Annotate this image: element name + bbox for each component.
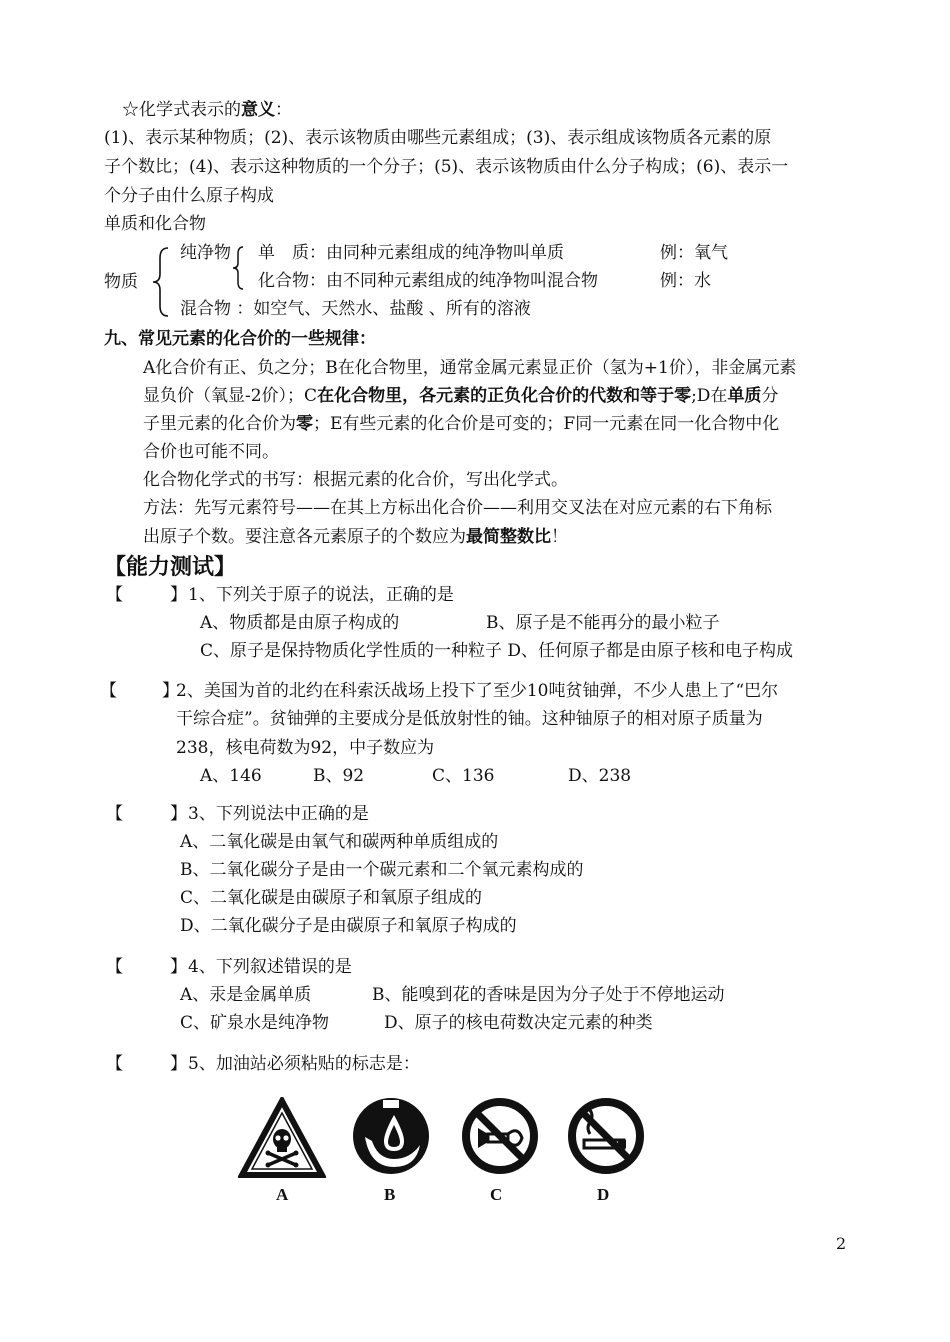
- q4-answer-blank[interactable]: [128, 956, 168, 978]
- q2-bracket-close: 】: [162, 681, 179, 701]
- q2-bracket-open: 【: [100, 681, 117, 701]
- valence-rule-2-bold2: 单质: [727, 386, 762, 406]
- q4-bracket-close: 】: [170, 957, 187, 977]
- q4-stem: 4、下列叙述错误的是: [188, 957, 352, 977]
- valence-rule-2: [143, 385, 778, 407]
- valence-rule-2-end: 分: [761, 386, 779, 406]
- water-drop-hand-icon: [350, 1093, 432, 1179]
- q4-option-a: A、汞是金属单质: [180, 985, 312, 1005]
- q3-option-d: D、二氧化碳分子是由碳原子和氧原子构成的: [180, 916, 517, 936]
- valence-rule-1: A化合价有正、负之分；B在化合物里，通常金属元素显正价（氢为+1价），非金属元素: [143, 358, 797, 378]
- q3-bracket-open: 【: [106, 804, 123, 824]
- q5-bracket-close: 】: [170, 1054, 187, 1074]
- meaning-line-1: (1)、表示某种物质；(2)、表示该物质由哪些元素组成；(3)、表示组成该物质各元素的原: [104, 128, 772, 148]
- q3-option-a: A、二氧化碳是由氧气和碳两种单质组成的: [180, 832, 499, 852]
- symbol-label-c: C: [490, 1185, 503, 1204]
- q4-bracket-open: 【: [106, 957, 123, 977]
- page-number: 2: [836, 1234, 847, 1253]
- q5-stem: 5、加油站必须粘贴的标志是：: [188, 1054, 420, 1074]
- q3-bracket-close: 】: [170, 804, 187, 824]
- q5-bracket-open: 【: [106, 1054, 123, 1074]
- q1-answer-blank[interactable]: [128, 584, 168, 606]
- classification-heading: 单质和化合物: [104, 214, 206, 234]
- valence-rule-3: [143, 413, 779, 435]
- q2-stem-3: 238，核电荷数为92，中子数应为: [176, 738, 435, 758]
- valence-rule-2-mid: ;D在: [691, 386, 728, 406]
- valence-heading: 九、常见元素的化合价的一些规律：: [104, 329, 376, 349]
- meaning-title-bold: 意义: [241, 100, 275, 120]
- valence-rule-4: 合价也可能不同。: [143, 442, 279, 462]
- element-definition: 单 质：由同种元素组成的纯净物叫单质: [258, 243, 564, 263]
- method-line-2: [143, 526, 568, 548]
- q1-stem: 1、下列关于原子的说法，正确的是: [188, 585, 454, 605]
- meaning-line-2: 子个数比；(4)、表示这种物质的一个分子；(5)、表示该物质由什么分子构成；(6)、表示一: [104, 157, 789, 177]
- meaning-title-suffix: ：: [275, 100, 292, 120]
- q3-option-b: B、二氧化碳分子是由一个碳元素和二个氧元素构成的: [180, 860, 584, 880]
- q2-stem-2: 干综合症”。贫铀弹的主要成分是低放射性的铀。这种铀原子的相对原子质量为: [176, 709, 763, 729]
- q2-stem-1: 2、美国为首的北约在科索沃战场上投下了至少10吨贫铀弹，不少人患上了“巴尔: [176, 681, 779, 701]
- symbol-label-d: D: [597, 1185, 610, 1204]
- method-line-2-end: ！: [551, 527, 568, 547]
- q4-option-d: D、原子的核电荷数决定元素的种类: [384, 1013, 653, 1033]
- compound-example: 例：水: [660, 271, 711, 291]
- meaning-line-3: 个分子由什么原子构成: [104, 186, 274, 206]
- formula-writing: 化合物化学式的书写：根据元素的化合价，写出化学式。: [143, 470, 568, 490]
- q1-bracket-close: 】: [170, 585, 187, 605]
- valence-rule-2-bold: 在化合物里，各元素的正负化合价的代数和等于零: [317, 386, 692, 406]
- q1-option-a: A、物质都是由原子构成的: [200, 613, 400, 633]
- method-line-2-bold: 最简整数比: [466, 527, 551, 547]
- method-line-1: 方法：先写元素符号——在其上方标出化合价——利用交叉法在对应元素的右下角标: [143, 498, 772, 518]
- test-heading: 【能力测试】: [104, 554, 237, 580]
- classification-root: 物质: [104, 272, 138, 292]
- element-example: 例：氧气: [660, 243, 728, 263]
- method-line-2-a: 出原子个数。要注意各元素原子的个数应为: [143, 527, 466, 547]
- valence-rule-2-a: 显负价（氧显-2价）；C: [143, 386, 318, 406]
- meaning-title: [122, 99, 292, 121]
- valence-rule-3-b: ；E有些元素的化合价是可变的；F同一元素在同一化合物中化: [313, 414, 780, 434]
- meaning-title-prefix: ☆化学式表示的: [122, 100, 241, 120]
- mixture-definition: 混合物 ：如空气、天然水、盐酸 、所有的溶液: [180, 299, 531, 319]
- q5-answer-blank[interactable]: [128, 1053, 168, 1075]
- q4-option-c: C、矿泉水是纯净物: [180, 1013, 330, 1033]
- q3-stem: 3、下列说法中正确的是: [188, 804, 369, 824]
- symbol-label-b: B: [384, 1185, 396, 1204]
- symbol-label-a: A: [276, 1185, 289, 1204]
- no-smoking-icon: [566, 1094, 646, 1178]
- q2-answer-blank[interactable]: [122, 680, 162, 702]
- valence-rule-3-bold: 零: [296, 414, 313, 434]
- compound-definition: 化合物：由不同种元素组成的纯净物叫混合物: [258, 271, 598, 291]
- q2-option-a: A、146: [200, 766, 262, 786]
- q1-option-cd: C、原子是保持物质化学性质的一种粒子 D、任何原子都是由原子核和电子构成: [200, 641, 794, 661]
- pure-substance-label: 纯净物: [180, 243, 231, 263]
- q2-option-b: B、92: [313, 766, 365, 786]
- no-horn-icon: [460, 1094, 540, 1178]
- q2-option-d: D、238: [568, 766, 632, 786]
- q3-option-c: C、二氧化碳是由碳原子和氧原子组成的: [180, 888, 483, 908]
- outer-brace-icon: [150, 244, 172, 320]
- q1-option-b: B、原子是不能再分的最小粒子: [486, 613, 720, 633]
- toxic-skull-icon: [238, 1097, 326, 1179]
- inner-brace-icon: [230, 244, 246, 292]
- q1-bracket-open: 【: [106, 585, 123, 605]
- q2-option-c: C、136: [432, 766, 495, 786]
- valence-rule-3-a: 子里元素的化合价为: [143, 414, 296, 434]
- q4-option-b: B、能嗅到花的香味是因为分子处于不停地运动: [372, 985, 725, 1005]
- q3-answer-blank[interactable]: [128, 803, 168, 825]
